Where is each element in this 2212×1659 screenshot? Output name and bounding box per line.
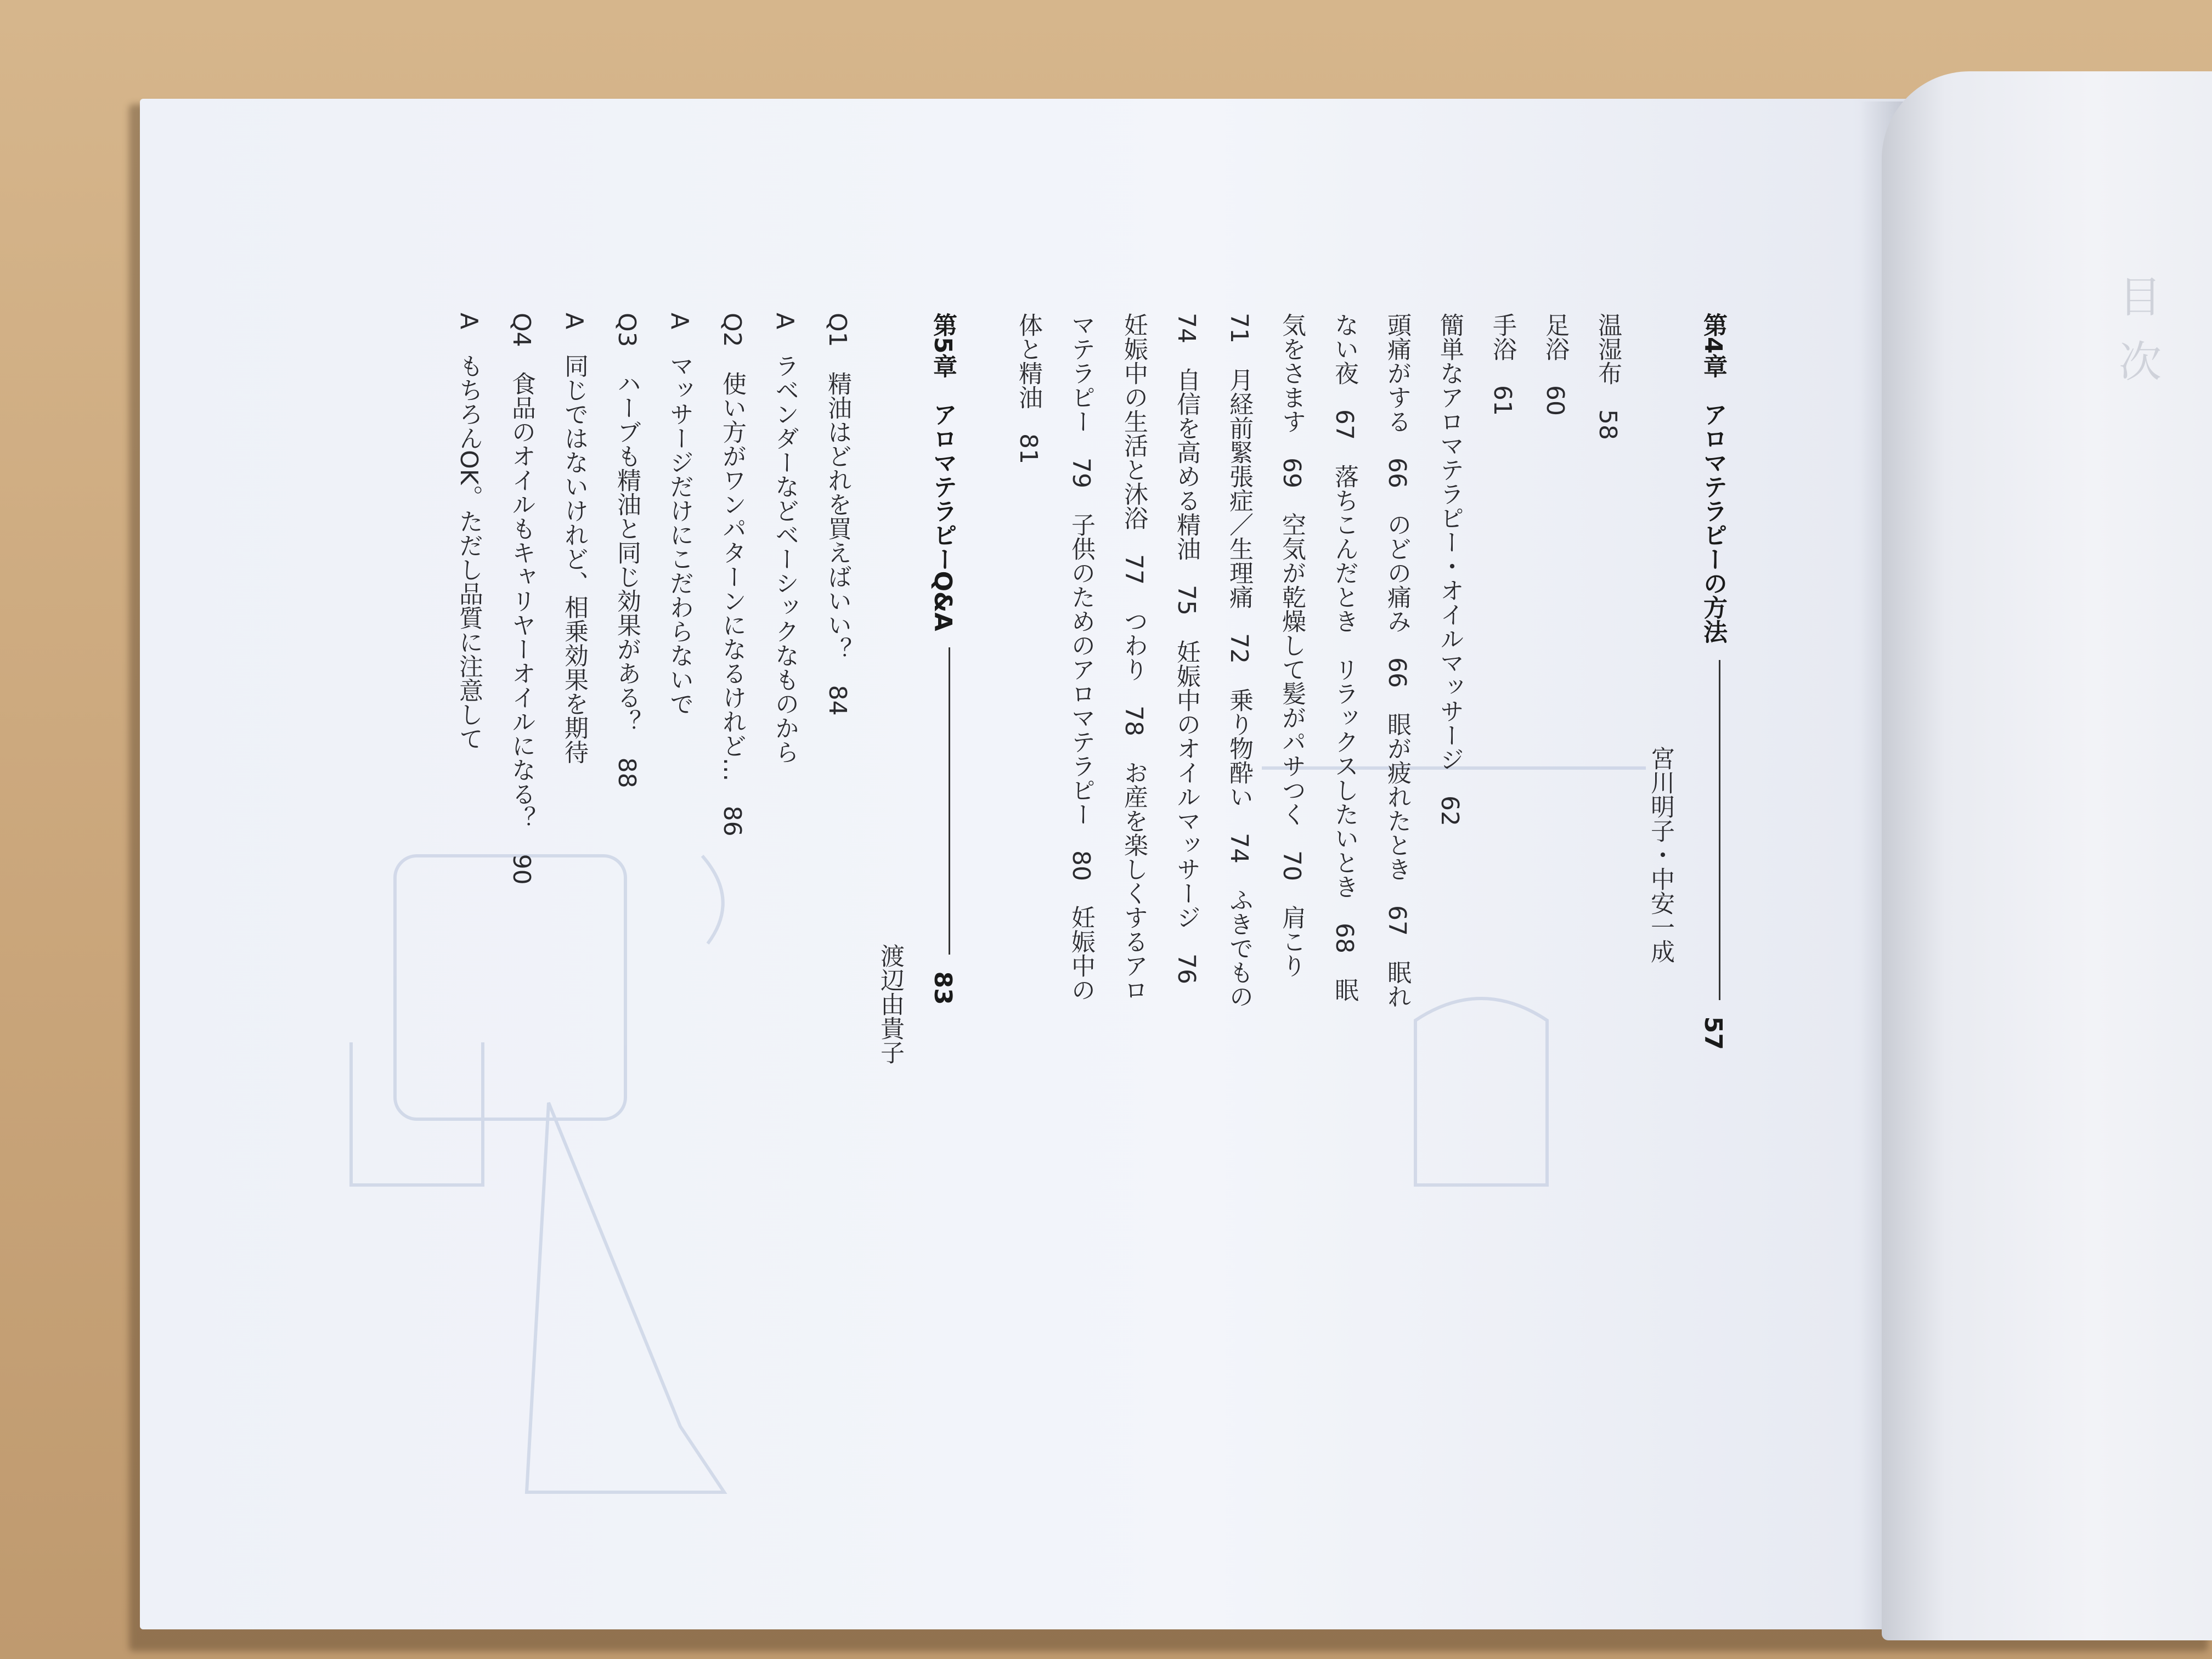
chapter4-item: 体と精油 81 bbox=[1014, 313, 1042, 464]
chapter5-author: 渡辺由貴子 bbox=[876, 944, 904, 1064]
table-of-contents bbox=[455, 313, 1739, 1190]
chapter5-title: アロマテラピーQ&A bbox=[929, 402, 957, 631]
chapter4-item: 温湿布 58 bbox=[1594, 313, 1622, 440]
chapter5-label: 第5章 bbox=[929, 313, 957, 378]
right-page-faint-text: 目次 bbox=[2112, 274, 2161, 404]
chapter5-item: Q1 精油はどれを買えばいい？ 84 bbox=[823, 313, 851, 716]
chapter4-title: アロマテラピーの方法 bbox=[1699, 402, 1727, 644]
chapter5-item: A 同じではないけれど、相乗効果を期待 bbox=[560, 313, 588, 764]
chapter5-heading bbox=[916, 313, 969, 1190]
chapter5-item: A マッサージだけにこだわらないで bbox=[665, 313, 693, 716]
chapter5-item: Q3 ハーブも精油と同じ効果がある？ 88 bbox=[613, 313, 641, 788]
chapter5-page: 83 bbox=[929, 971, 957, 1005]
chapter4-item: 簡単なアロマテラピー・オイルマッサージ 62 bbox=[1436, 313, 1464, 826]
chapter5-item: Q4 食品のオイルもキャリヤーオイルになる？ 90 bbox=[507, 313, 535, 885]
chapter4-label: 第4章 bbox=[1699, 313, 1727, 378]
chapter4-item: ない夜 67 落ちこんだとき リラックスしたいとき 68 眠 bbox=[1330, 313, 1358, 1002]
chapter5-item: A ラベンダーなどベーシックなものから bbox=[771, 313, 799, 764]
chapter4-rule bbox=[1719, 660, 1720, 1000]
chapter5-rule bbox=[949, 647, 950, 955]
chapter5-item: Q2 使い方がワンパターンになるけれど… 86 bbox=[718, 313, 746, 837]
chapter4-heading bbox=[1686, 313, 1739, 1190]
chapter4-item: 気をさます 69 空気が乾燥して髪がパサつく 70 肩こり bbox=[1278, 313, 1306, 978]
chapter4-item: 71 月経前緊張症／生理痛 72 乗り物酔い 74 ふきでもの bbox=[1225, 313, 1253, 1008]
chapter4-page: 57 bbox=[1699, 1016, 1727, 1050]
chapter-spacer bbox=[969, 313, 1002, 1190]
chapter4-author: 宮川明子・中安一成 bbox=[1646, 746, 1674, 963]
chapter4-item: 74 自信を高める精油 75 妊娠中のオイルマッサージ 76 bbox=[1172, 313, 1200, 984]
chapter4-item: 妊娠中の生活と沐浴 77 つわり 78 お産を楽しくするアロ bbox=[1120, 313, 1148, 1002]
chapter4-item: マテラピー 79 子供のためのアロマテラピー 80 妊娠中の bbox=[1067, 313, 1095, 1002]
chapter4-item: 手浴 61 bbox=[1488, 313, 1516, 416]
chapter5-item: A もちろんOK。ただし品質に注意して bbox=[455, 313, 483, 751]
chapter4-item: 頭痛がする 66 のどの痛み 66 眼が疲れたとき 67 眠れ bbox=[1383, 313, 1411, 1008]
chapter4-item: 足浴 60 bbox=[1541, 313, 1569, 416]
